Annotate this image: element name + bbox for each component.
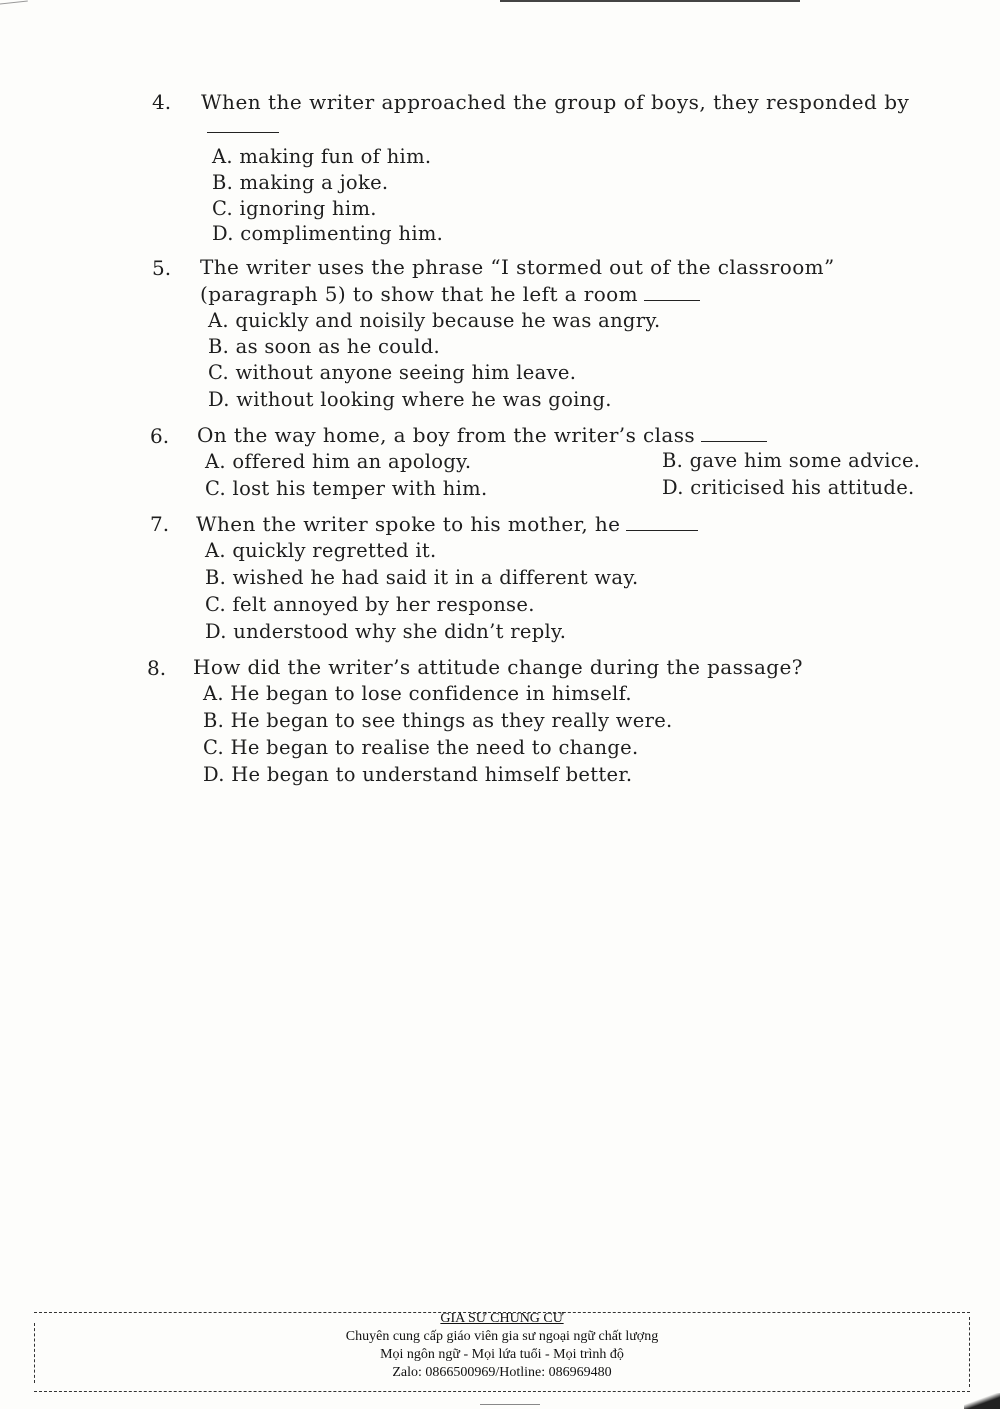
option-label: B. [203,709,225,732]
option-label: A. [203,682,224,705]
corner-scan-shadow [964,1393,1000,1409]
option-c[interactable] [205,593,535,616]
option-label: B. [662,449,684,472]
option-a[interactable] [205,450,471,473]
answer-blank [701,440,767,442]
option-d[interactable] [205,620,566,643]
option-text: criticised his attitude. [690,476,915,499]
option-text: He began to realise the need to change. [230,736,639,759]
question-number: 8. [147,656,167,680]
question-text: How did the writer’s attitude change during the passage? [193,655,803,679]
corner-scan-mark [0,1,28,8]
option-label: D. [208,388,230,411]
option-b[interactable] [212,171,388,194]
option-text: quickly regretted it. [232,539,437,562]
option-b[interactable] [662,449,920,472]
footer-line-2: Mọi ngôn ngữ - Mọi lứa tuổi - Mọi trình độ [380,1347,624,1362]
option-c[interactable] [203,736,638,759]
option-c[interactable] [208,361,576,384]
option-text: making fun of him. [239,145,432,168]
option-label: C. [205,477,227,500]
option-label: B. [205,566,227,589]
option-label: D. [662,476,684,499]
option-label: A. [208,309,229,332]
option-text: quickly and noisily because he was angry. [235,309,661,332]
option-text: lost his temper with him. [232,477,488,500]
option-label: A. [205,539,226,562]
answer-blank [626,529,698,531]
option-a[interactable] [203,682,632,705]
option-text: making a joke. [239,171,389,194]
option-b[interactable] [203,709,673,732]
footer-title: GIA SƯ CHUNG CƯ [440,1311,564,1326]
option-b[interactable] [208,335,440,358]
question-number: 6. [150,424,170,448]
option-text: ignoring him. [239,197,377,220]
answer-blank [644,299,700,301]
option-label: C. [212,197,234,220]
option-text: as soon as he could. [235,335,440,358]
question-text: On the way home, a boy from the writer’s class [197,423,767,447]
option-text: gave him some advice. [689,449,921,472]
option-a[interactable] [205,539,437,562]
option-text: He began to lose confidence in himself. [230,682,632,705]
option-text: understood why she didn’t reply. [233,620,567,643]
footer-box [34,1312,970,1392]
question-number: 5. [152,256,172,280]
question-number: 4. [152,90,172,114]
footer-line-3: Zalo: 0866500969/Hotline: 086969480 [392,1365,612,1380]
option-text: He began to see things as they really were. [230,709,673,732]
option-a[interactable] [212,145,431,168]
option-d[interactable] [203,763,632,786]
option-text: felt annoyed by her response. [232,593,535,616]
option-d[interactable] [208,388,612,411]
option-a[interactable] [208,309,661,332]
top-edge-rule [500,0,800,2]
option-label: B. [208,335,230,358]
question-text: The writer uses the phrase “I stormed out of the classroom” [200,255,835,279]
option-b[interactable] [205,566,639,589]
option-text: without looking where he was going. [236,388,612,411]
question-text: When the writer approached the group of boys, they responded by [201,90,910,114]
option-label: A. [212,145,233,168]
option-d[interactable] [212,222,443,245]
option-label: C. [203,736,225,759]
option-label: D. [203,763,225,786]
option-d[interactable] [662,476,915,499]
footer-line-1: Chuyên cung cấp giáo viên gia sư ngoại ngữ chất lượng [345,1329,659,1344]
question-number: 7. [150,512,170,536]
answer-blank [207,131,279,133]
option-text: complimenting him. [240,222,444,245]
question-text: When the writer spoke to his mother, he [196,512,698,536]
option-label: D. [212,222,234,245]
option-text: wished he had said it in a different way. [232,566,639,589]
option-text: offered him an apology. [232,450,472,473]
option-label: B. [212,171,234,194]
option-label: C. [205,593,227,616]
question-text-line-2: (paragraph 5) to show that he left a room [200,282,700,306]
option-c[interactable] [205,477,487,500]
bottom-edge-rule [480,1404,540,1405]
option-text: without anyone seeing him leave. [235,361,577,384]
option-c[interactable] [212,197,377,220]
option-label: A. [205,450,226,473]
option-label: C. [208,361,230,384]
option-label: D. [205,620,227,643]
option-text: He began to understand himself better. [231,763,633,786]
